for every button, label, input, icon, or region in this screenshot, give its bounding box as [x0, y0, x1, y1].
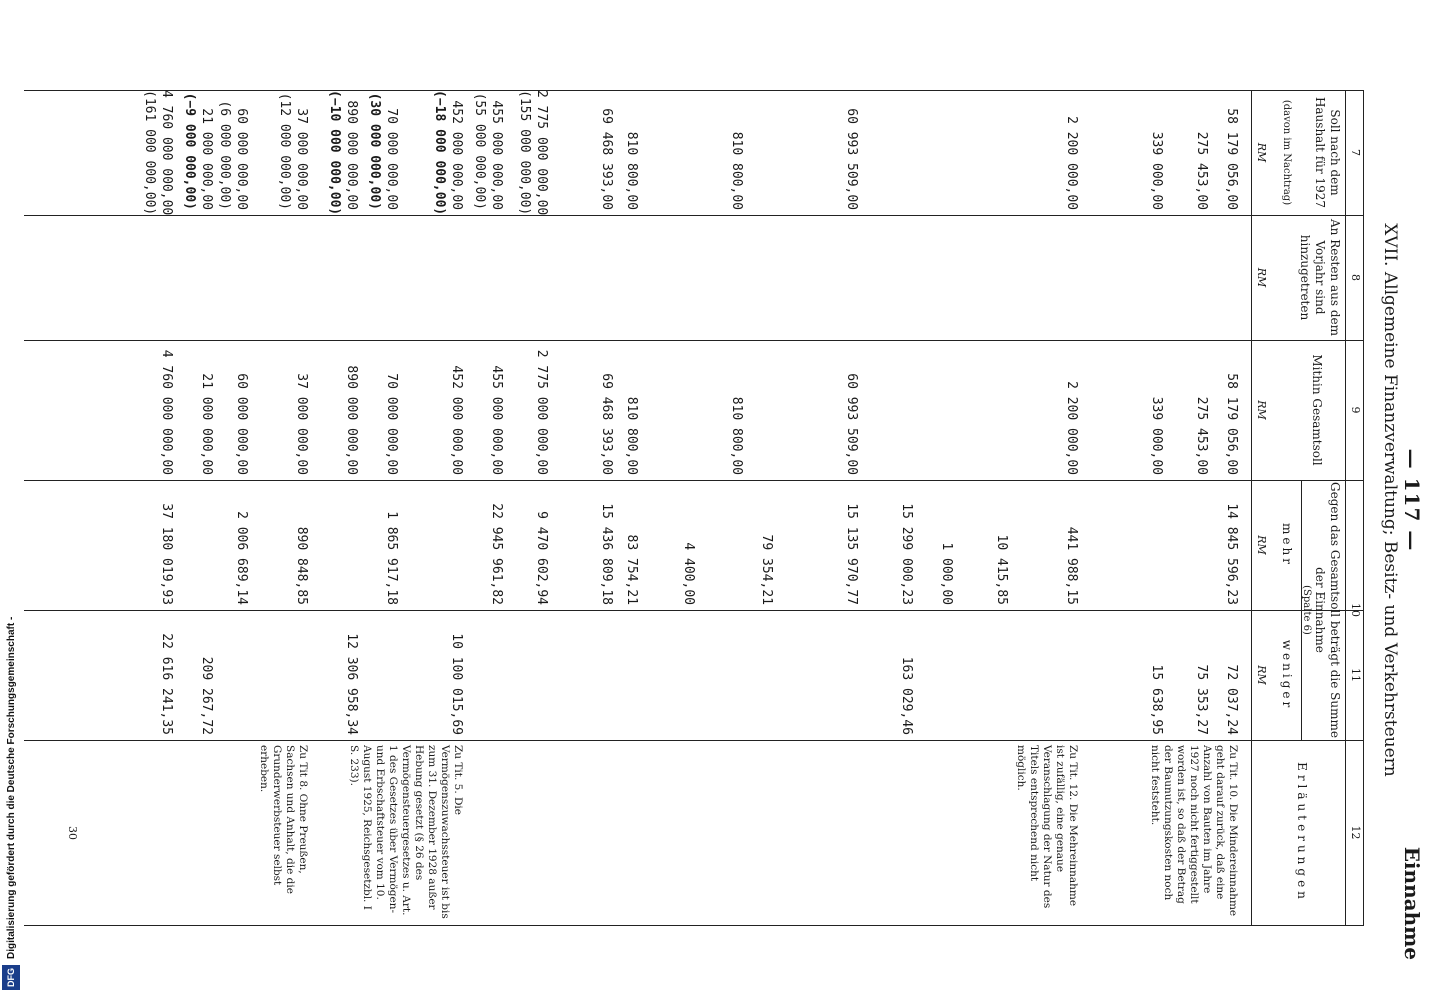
soll-value: 58 179 056,00 — [1224, 108, 1239, 210]
lower-soll-value: 455 000 000,00 — [489, 100, 504, 210]
lower-weniger-value: 22 616 241,35 — [159, 633, 174, 735]
head-gegen: Gegen das Gesamtsoll beträgt die Summe der Einnahme — [1313, 482, 1342, 738]
mehr-value: 10 415,85 — [994, 534, 1009, 605]
lower-soll-value: (−18 000 000,00) — [432, 90, 447, 216]
lower-gesamt-value: 4 760 000 000,00 — [159, 349, 174, 475]
soll-value: 810 800,00 — [624, 131, 639, 210]
lower-mehr-value: 37 180 019,93 — [159, 503, 174, 605]
lower-gesamt-value: 455 000 000,00 — [489, 365, 504, 475]
lower-soll-value: (30 000 000,00) — [367, 92, 382, 210]
head-erlaeuterungen: Erläuterungen — [1295, 762, 1309, 903]
lower-soll-value: 452 000 000,00 — [449, 100, 464, 210]
soll-value: 2 200 000,00 — [1064, 116, 1079, 210]
head-gesamt: Mithin Gesamtsoll — [1310, 354, 1324, 466]
unit-11: RM — [1255, 665, 1268, 685]
soll-value: 339 000,00 — [1149, 131, 1164, 210]
head-mehr: mehr — [1280, 523, 1294, 567]
head-soll-sub: (davon im Nachtrag) — [1281, 99, 1292, 206]
lower-soll-value: (155 000 000,00) — [517, 90, 532, 216]
lower-weniger-value: 209 267,72 — [199, 656, 214, 735]
einnahme-label: Einnahme — [1400, 846, 1424, 960]
gesamt-value: 58 179 056,00 — [1224, 373, 1239, 475]
lower-soll-value: 37 000 000,00 — [294, 108, 309, 210]
weniger-value: 163 029,46 — [899, 656, 914, 735]
lower-gesamt-value: 2 775 000 000,00 — [534, 349, 549, 475]
colnum-10-11: 10 — [1349, 603, 1362, 617]
mehr-value: 79 354,21 — [759, 534, 774, 605]
head-weniger: weniger — [1280, 639, 1294, 711]
lower-gesamt-value: 60 000 000,00 — [234, 373, 249, 475]
lower-soll-value: (−9 000 000,00) — [182, 92, 197, 210]
head-spalte: (Spalte 6) — [1301, 585, 1312, 635]
soll-value: 810 800,00 — [729, 131, 744, 210]
colnum-12: 12 — [1349, 825, 1362, 840]
note-tit-8: Zu Tit 8. Ohne Preußen, Sachsen und Anhalt, die die Grunderwerbsteuer selbst erheben. — [258, 745, 309, 894]
credit-text: Digitalisierung gefördert durch die Deutsche Forschungsgemeinschaft - — [6, 616, 17, 959]
lower-gesamt-value: 890 000 000,00 — [344, 365, 359, 475]
soll-value: 60 993 509,00 — [844, 108, 859, 210]
mehr-value: 15 299 000,23 — [899, 503, 914, 605]
weniger-value: 72 037,24 — [1224, 664, 1239, 735]
gesamt-value: 339 000,00 — [1149, 396, 1164, 475]
mehr-value: 4 400,00 — [681, 542, 696, 605]
gesamt-value: 2 200 000,00 — [1064, 381, 1079, 475]
weniger-value: 75 353,27 — [1194, 664, 1209, 735]
lower-soll-value: 890 000 000,00 — [344, 100, 359, 210]
colnum-9: 9 — [1349, 406, 1362, 414]
note-tit-10: Zu Tit. 10. Die Mindereinnahme geht darauf zurück, daß eine Anzahl von Bauten im Jahre 1927 noch nicht fertiggestellt worden ist, so daß der Betrag der Baunutzungskosten noch nicht feststeht. — [1149, 745, 1239, 917]
note-tit-12: Zu Tit. 12. Die Mehreinnahme ist zufällig, eine genaue Veranschlagung der Natur des Titels entsprechend nicht möglich. — [1015, 745, 1079, 909]
colnum-11: 11 — [1349, 668, 1362, 682]
gesamt-value: 275 453,00 — [1194, 396, 1209, 475]
section-title: XVII. Allgemeine Finanzverwaltung; Besitz- und Verkehrsteuern — [1380, 223, 1400, 777]
col-border — [24, 740, 1364, 741]
mehr-value: 1 000,00 — [939, 542, 954, 605]
lower-weniger-value: 12 306 958,34 — [344, 633, 359, 735]
lower-gesamt-value: 452 000 000,00 — [449, 365, 464, 475]
lower-mehr-value: 2 006 689,14 — [234, 511, 249, 605]
lower-soll-value: 4 760 000 000,00 — [159, 90, 174, 216]
lower-mehr-value: 9 470 602,94 — [534, 511, 549, 605]
lower-gesamt-value: 21 000 000,00 — [199, 373, 214, 475]
mehr-value: 15 135 970,77 — [844, 503, 859, 605]
page-number: — 117 — — [1400, 448, 1424, 552]
unit-9: RM — [1255, 400, 1268, 420]
lower-soll-value: (−10 000 000,00) — [327, 90, 342, 216]
lower-soll-value: 2 775 000 000,00 — [534, 90, 549, 216]
col-border — [24, 925, 1364, 926]
unit-8: RM — [1255, 267, 1268, 288]
lower-soll-value: (161 000 000,00) — [142, 90, 157, 216]
head-soll: Soll nach dem Haushalt für 1927 — [1313, 96, 1342, 209]
lower-gesamt-value: 70 000 000,00 — [384, 373, 399, 475]
lower-mehr-value: 890 848,85 — [294, 526, 309, 605]
colnum-8: 8 — [1349, 274, 1362, 281]
lower-soll-value: (6 000 000,00) — [217, 100, 232, 210]
lower-mehr-value: 1 865 917,18 — [384, 511, 399, 605]
budget-table — [24, 90, 1364, 925]
dfg-logo: DFG — [2, 965, 20, 990]
subhead-border — [24, 610, 1302, 611]
page-header — [1364, 40, 1424, 960]
gesamt-value: 69 468 393,00 — [599, 373, 614, 475]
head-reste: An Resten aus dem Vorjahr sind hinzugetreten — [1298, 219, 1342, 336]
lower-gesamt-value: 37 000 000,00 — [294, 373, 309, 475]
mehr-value: 83 754,21 — [624, 534, 639, 605]
lower-soll-value: 21 000 000,00 — [199, 108, 214, 210]
lower-mehr-value: 22 945 961,82 — [489, 503, 504, 605]
bottom-page-number: 30 — [66, 826, 79, 840]
gesamt-value: 60 993 509,00 — [844, 373, 859, 475]
soll-value: 69 468 393,00 — [599, 108, 614, 210]
lower-soll-value: 70 000 000,00 — [384, 108, 399, 210]
soll-value: 275 453,00 — [1194, 131, 1209, 210]
lower-soll-value: (12 000 000,00) — [277, 92, 292, 210]
gesamt-value: 810 800,00 — [624, 396, 639, 475]
mehr-value: 441 988,15 — [1064, 526, 1079, 605]
note-tit-5: Zu Tit. 5. Die Vermögenszuwachssteuer ist bis zum 31. Dezember 1928 außer Hebung gesetzt (§ 26 des Vermögensteuergesetzes u. Art. 1 des Gesetzes über Vermögen- und Erbschaftsteuer vom 10. August 1925, Reichsgesetzbl. I S. 233). — [348, 745, 464, 919]
mehr-value: 15 436 809,18 — [599, 503, 614, 605]
colnum-7: 7 — [1349, 149, 1362, 156]
lower-weniger-value: 10 100 015,69 — [449, 633, 464, 735]
weniger-value: 15 638,95 — [1149, 664, 1164, 735]
mehr-value: 14 845 596,23 — [1224, 503, 1239, 605]
lower-soll-value: (55 000 000,00) — [472, 92, 487, 210]
col-border — [24, 215, 1364, 216]
gesamt-value: 810 800,00 — [729, 396, 744, 475]
lower-soll-value: 60 000 000,00 — [234, 108, 249, 210]
unit-10: RM — [1255, 535, 1268, 555]
unit-7: RM — [1255, 142, 1268, 163]
